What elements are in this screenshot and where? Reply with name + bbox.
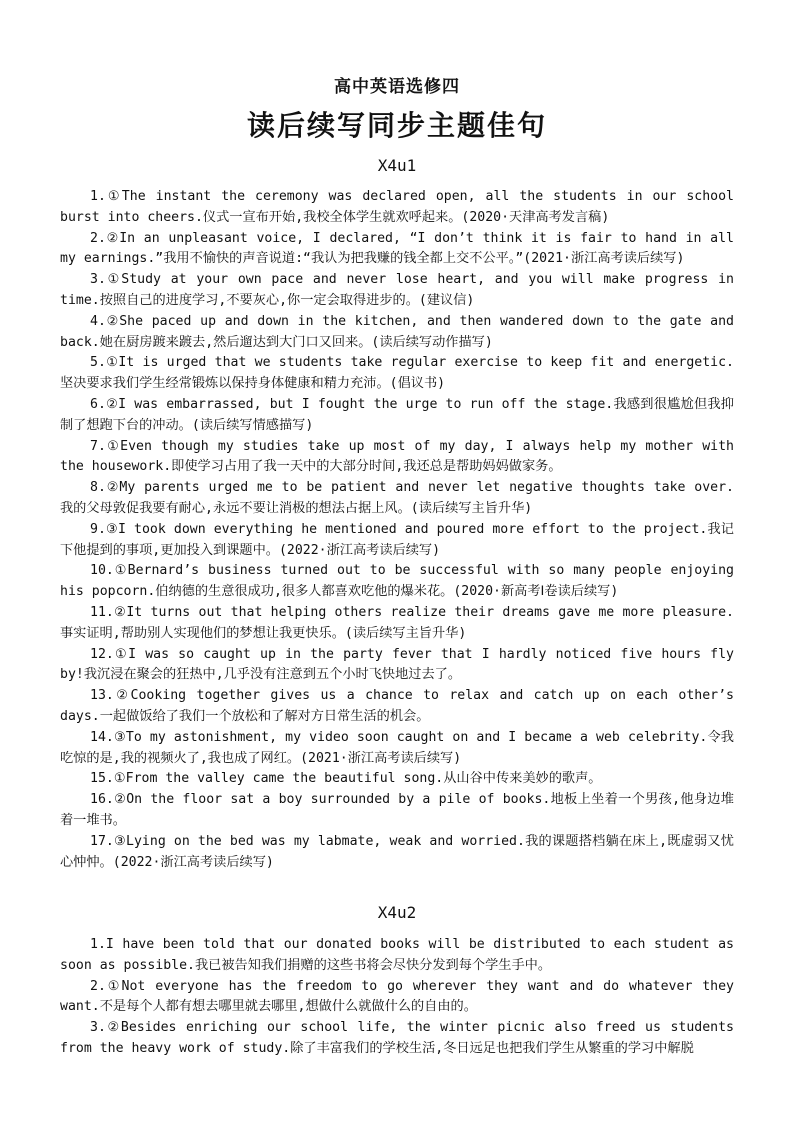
sentence-entry: 8.②My parents urged me to be patient and never let negative thoughts take over.我的父母敦促我要有耐心,永远不要让消极的想法占据上风。(读后续写主旨升华) xyxy=(60,480,734,516)
sentence-entry: 2.①Not everyone has the freedom to go wherever they want and do whatever they want.不是每个人都有想去哪里就去哪里,想做什么就做什么的自由的。 xyxy=(60,978,734,1015)
section-heading-x4u1: X4u1 xyxy=(377,156,417,175)
sentence-entry: 3.②Besides enriching our school life, the winter picnic also freed us students from the heavy work of study.除了丰富我们的学校生活,冬日远足也把我们学生从繁重的学习中解脱 xyxy=(60,1020,734,1056)
section-x4u2-entries xyxy=(60,935,734,1060)
sentence-entry: 9.③I took down everything he mentioned and poured more effort to the project.我记下他提到的事项,更加投入到课题中。(2022·浙江高考读后续写) xyxy=(60,521,734,558)
sentence-entry: 17.③Lying on the bed was my labmate, weak and worried.我的课题搭档躺在床上,既虚弱又忧心忡忡。(2022·浙江高考读后续写) xyxy=(60,833,734,870)
sentence-entry: 11.②It turns out that helping others realize their dreams gave me more pleasure.事实证明,帮助别人实现他们的梦想让我更快乐。(读后续写主旨升华) xyxy=(60,604,734,641)
sentence-entry: 4.②She paced up and down in the kitchen, and then wandered down to the gate and back.她在厨房踱来踱去,然后遛达到大门口又回来。(读后续写动作描写) xyxy=(60,313,734,350)
document-subtitle: 高中英语选修四 xyxy=(334,77,460,97)
sentence-entry: 2.②In an unpleasant voice, I declared, “I don’t think it is fair to hand in all my earnings.”我用不愉快的声音说道:“我认为把我赚的钱全都上交不公平。”(2021·浙江高考读后续写) xyxy=(60,230,734,267)
sentence-entry: 5.①It is urged that we students take regular exercise to keep fit and energetic.坚决要求我们学生经常锻炼以保持身体健康和精力充沛。(倡议书) xyxy=(60,355,734,392)
sentence-entry: 3.①Study at your own pace and never lose heart, and you will make progress in time.按照自己的进度学习,不要灰心,你一定会取得进步的。(建议信) xyxy=(60,272,734,308)
sentence-entry: 16.②On the floor sat a boy surrounded by a pile of books.地板上坐着一个男孩,他身边堆着一堆书。 xyxy=(60,792,734,828)
sentence-entry: 1.I have been told that our donated books will be distributed to each student as soon as possible.我已被告知我们捐赠的这些书将会尽快分发到每个学生手中。 xyxy=(60,937,734,973)
sentence-entry: 10.①Bernard’s business turned out to be successful with so many people enjoying his popcorn.伯纳德的生意很成功,很多人都喜欢吃他的爆米花。(2020·新高考Ⅰ卷读后续写) xyxy=(60,563,734,600)
sentence-entry: 12.①I was so caught up in the party fever that I hardly noticed five hours fly by!我沉浸在聚会的狂热中,几乎没有注意到五个小时飞快地过去了。 xyxy=(60,646,734,683)
document-title: 读后续写同步主题佳句 xyxy=(246,109,547,142)
sentence-entry: 6.②I was embarrassed, but I fought the urge to run off the stage.我感到很尴尬但我抑制了想跑下台的冲动。(读后续写情感描写) xyxy=(60,396,734,433)
sentence-entry: 7.①Even though my studies take up most of my day, I always help my mother with the housework.即使学习占用了我一天中的大部分时间,我还总是帮助妈妈做家务。 xyxy=(60,438,734,475)
sentence-entry: 15.①From the valley came the beautiful song.从山谷中传来美妙的歌声。 xyxy=(90,771,602,787)
sentence-entry: 13.②Cooking together gives us a chance to relax and catch up on each other’s days.一起做饭给了我们一个放松和了解对方日常生活的机会。 xyxy=(60,688,734,724)
sentence-entry: 14.③To my astonishment, my video soon caught on and I became a web celebrity.令我吃惊的是,我的视频火了,我也成了网红。(2021·浙江高考读后续写) xyxy=(60,729,734,766)
sentence-entry: 1.①The instant the ceremony was declared open, all the students in our school burst into cheers.仪式一宣布开始,我校全体学生就欢呼起来。(2020·天津高考发言稿) xyxy=(60,189,734,225)
section-x4u1-entries xyxy=(60,187,734,873)
section-heading-x4u2: X4u2 xyxy=(377,903,417,922)
